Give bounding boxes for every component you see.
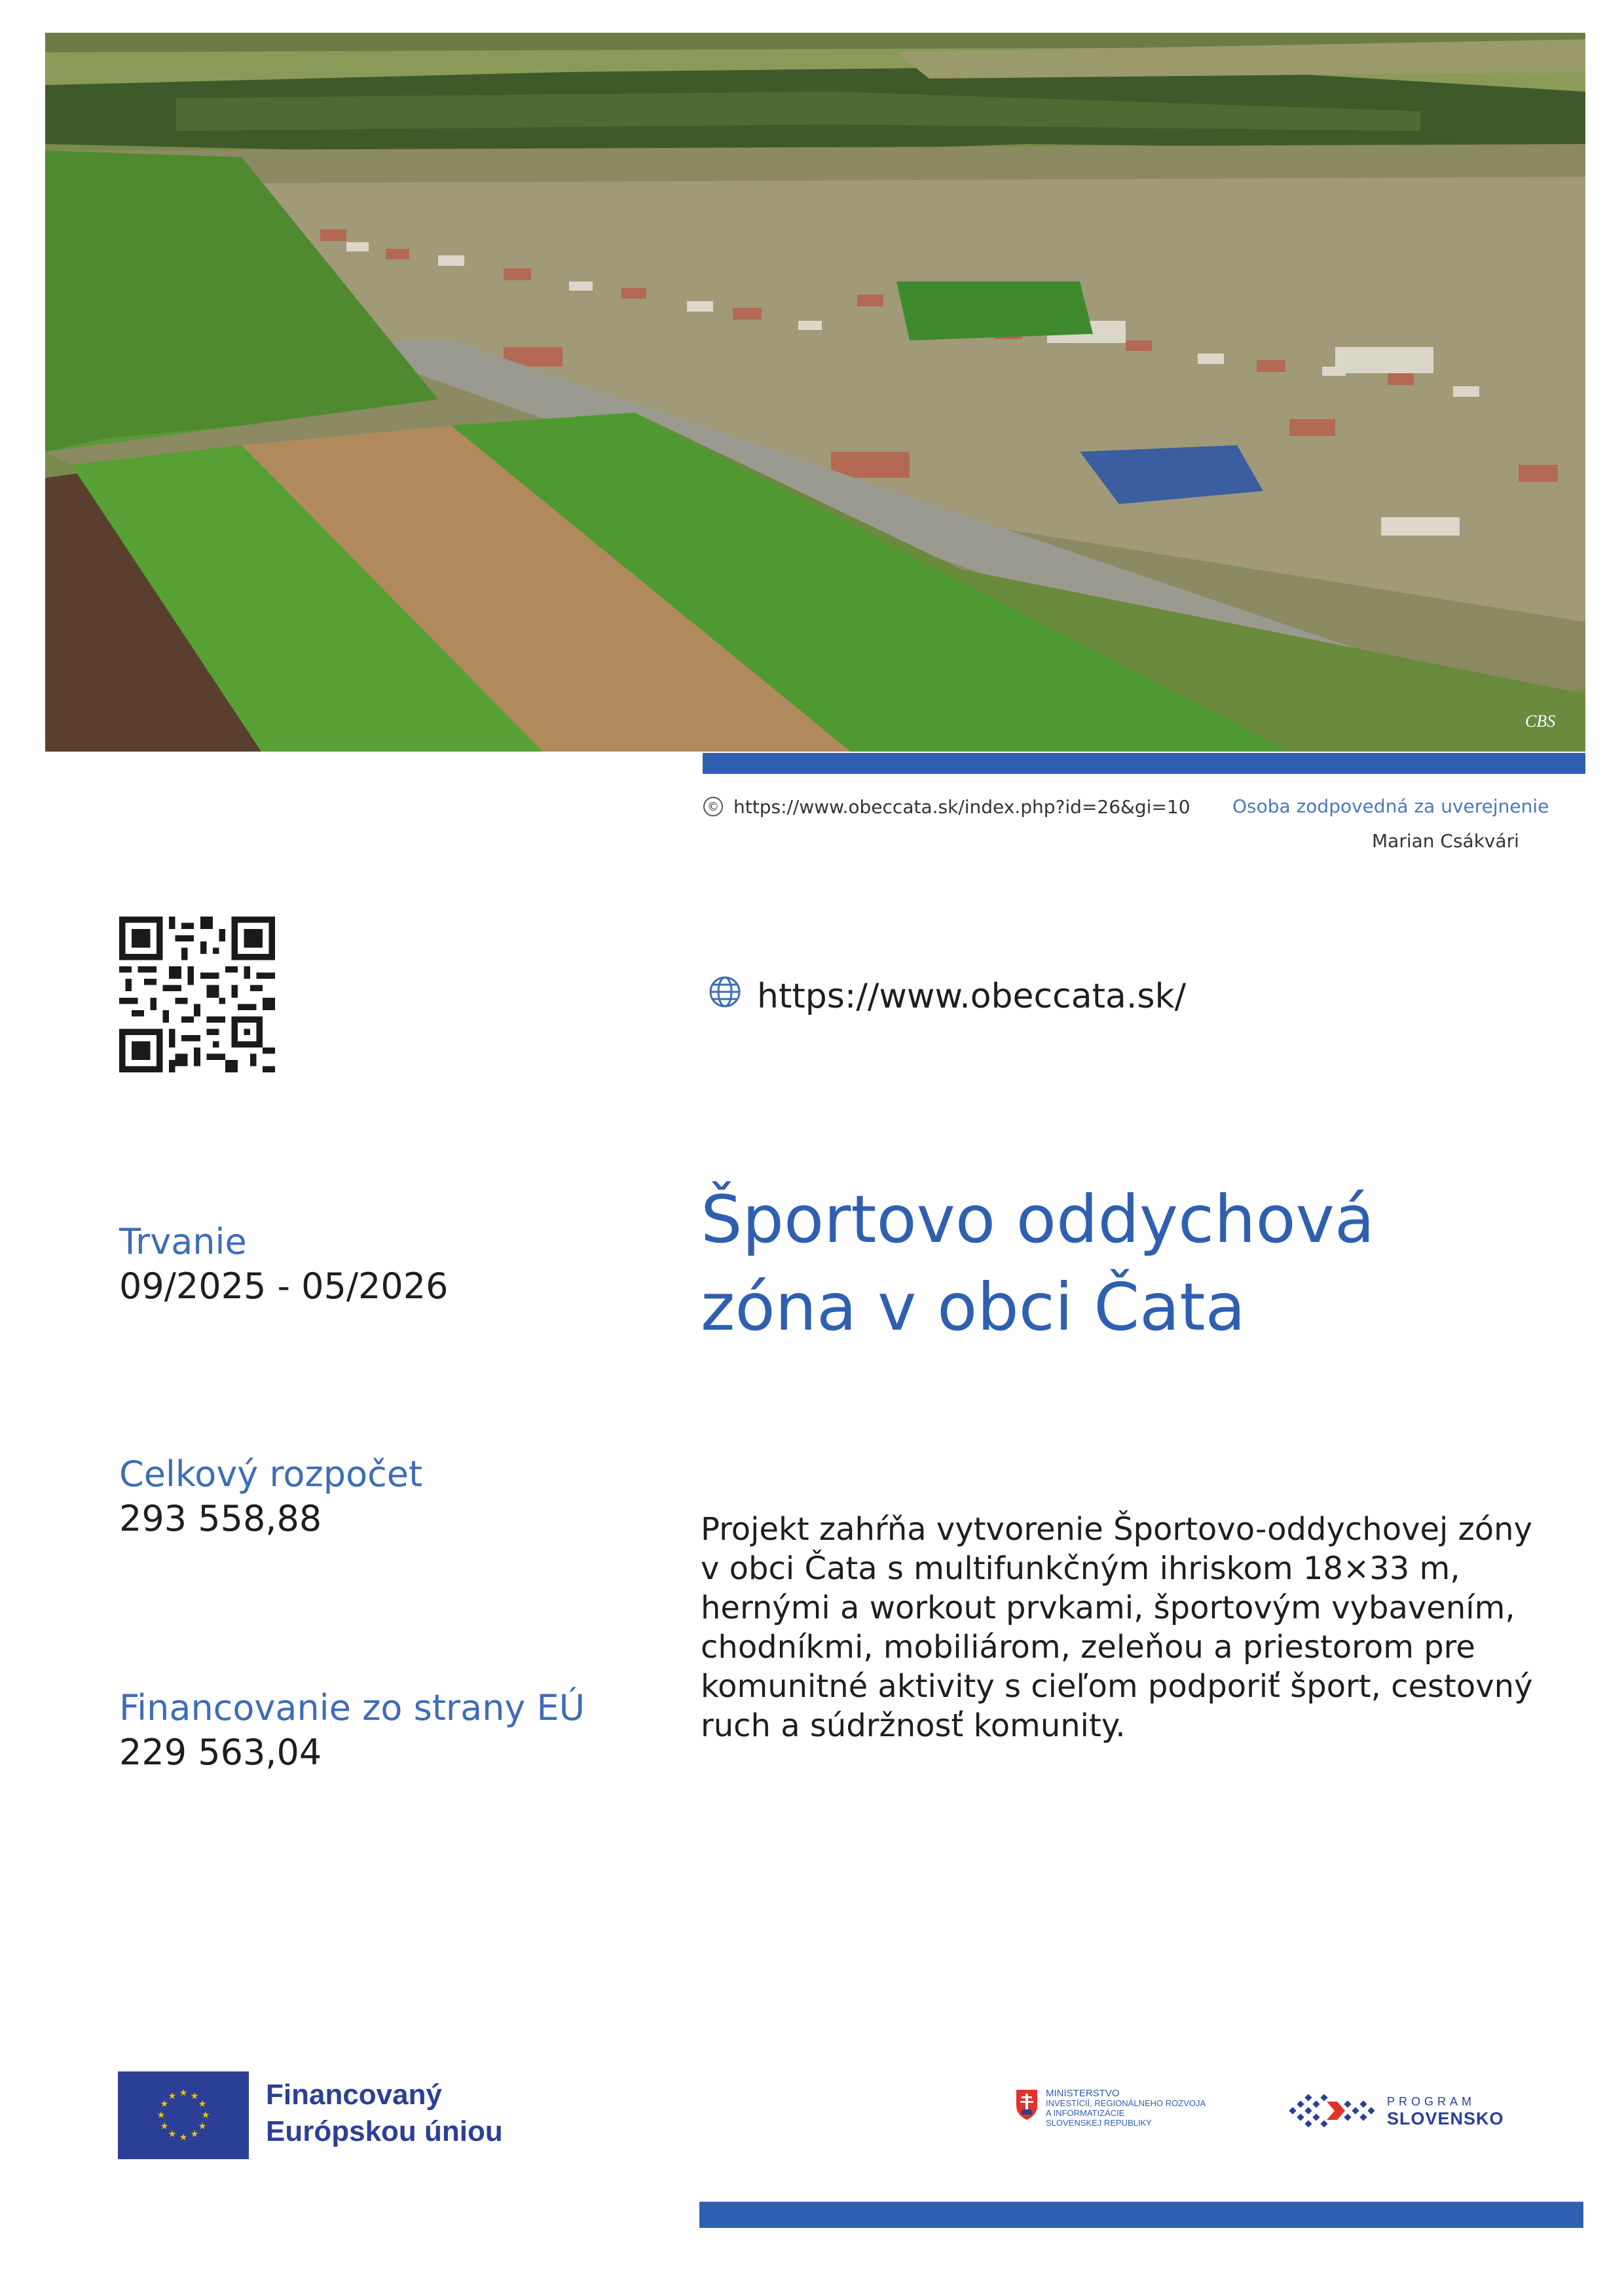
eu-funding-logo-text <box>266 2077 503 2150</box>
ministry-line2: INVESTÍCIÍ, REGIONÁLNEHO ROZVOJA <box>1046 2098 1206 2108</box>
photo-watermark: CBS <box>1525 712 1556 731</box>
svg-text:★: ★ <box>198 2099 207 2109</box>
project-description: Projekt zahŕňa vytvorenie Športovo-oddychovej zóny v obci Čata s multifunkčným ihriskom 18×33 m, hernými a workout prvkami, športovým vybavením, chodníkmi, mobiliárom, zeleňou a priestorom pre komunitné aktivity s cieľom podporiť šport, cestovný ruch a súdržnosť komunity. <box>701 1511 1533 1744</box>
eu-flag-icon <box>118 2071 249 2159</box>
svg-text:★: ★ <box>190 2091 199 2102</box>
svg-text:★: ★ <box>160 2121 169 2132</box>
program-slovensko-logo-text <box>1387 2095 1504 2129</box>
svg-text:★: ★ <box>201 2110 210 2121</box>
svg-text:★: ★ <box>157 2110 166 2121</box>
budget-label: Celkový rozpočet <box>119 1453 423 1495</box>
svg-text:★: ★ <box>190 2129 199 2140</box>
eu-funding-label: Financovanie zo strany EÚ <box>119 1687 585 1728</box>
project-title-line2: zóna v obci Čata <box>701 1269 1246 1345</box>
accent-bar-bottom <box>699 2202 1583 2228</box>
aerial-village-photo <box>45 33 1585 752</box>
eu-logo-line1: Financovaný <box>266 2079 442 2111</box>
project-title-line1: Športovo oddychová <box>701 1181 1375 1258</box>
eu-logo-line2: Európskou úniou <box>266 2115 503 2147</box>
svg-text:★: ★ <box>198 2121 207 2132</box>
accent-bar-top <box>703 753 1585 774</box>
svg-text:★: ★ <box>168 2129 177 2140</box>
ministry-logo-text <box>1046 2088 1206 2128</box>
website-link[interactable] <box>707 974 1186 1018</box>
eu-funding-value: 229 563,04 <box>119 1732 322 1773</box>
ministry-line4: SLOVENSKEJ REPUBLIKY <box>1046 2118 1152 2128</box>
project-title <box>701 1176 1552 1351</box>
ministry-line1: MINISTERSTVO <box>1046 2088 1120 2099</box>
program-line2: SLOVENSKO <box>1387 2109 1504 2128</box>
responsible-person-label: Osoba zodpovedná za uverejnenie <box>1232 795 1549 817</box>
svg-text:★: ★ <box>160 2099 169 2109</box>
qr-code[interactable] <box>119 917 275 1072</box>
program-line1: PROGRAM <box>1387 2095 1476 2108</box>
svg-text:★: ★ <box>179 2088 188 2098</box>
globe-icon <box>707 974 743 1018</box>
website-url[interactable]: https://www.obeccata.sk/ <box>757 976 1187 1016</box>
svg-text:★: ★ <box>168 2091 177 2102</box>
responsible-person-name: Marian Csákvári <box>1372 830 1519 852</box>
duration-label: Trvanie <box>119 1221 247 1262</box>
photo-credit <box>703 793 1190 820</box>
duration-value: 09/2025 - 05/2026 <box>119 1266 449 1307</box>
credit-url[interactable]: https://www.obeccata.sk/index.php?id=26&gi=10 <box>733 795 1190 818</box>
budget-value: 293 558,88 <box>119 1498 322 1539</box>
copyright-icon: © <box>703 797 723 816</box>
svg-text:★: ★ <box>179 2132 188 2143</box>
program-slovensko-icon <box>1289 2088 1387 2136</box>
ministry-line3: A INFORMATIZÁCIE <box>1046 2108 1125 2118</box>
